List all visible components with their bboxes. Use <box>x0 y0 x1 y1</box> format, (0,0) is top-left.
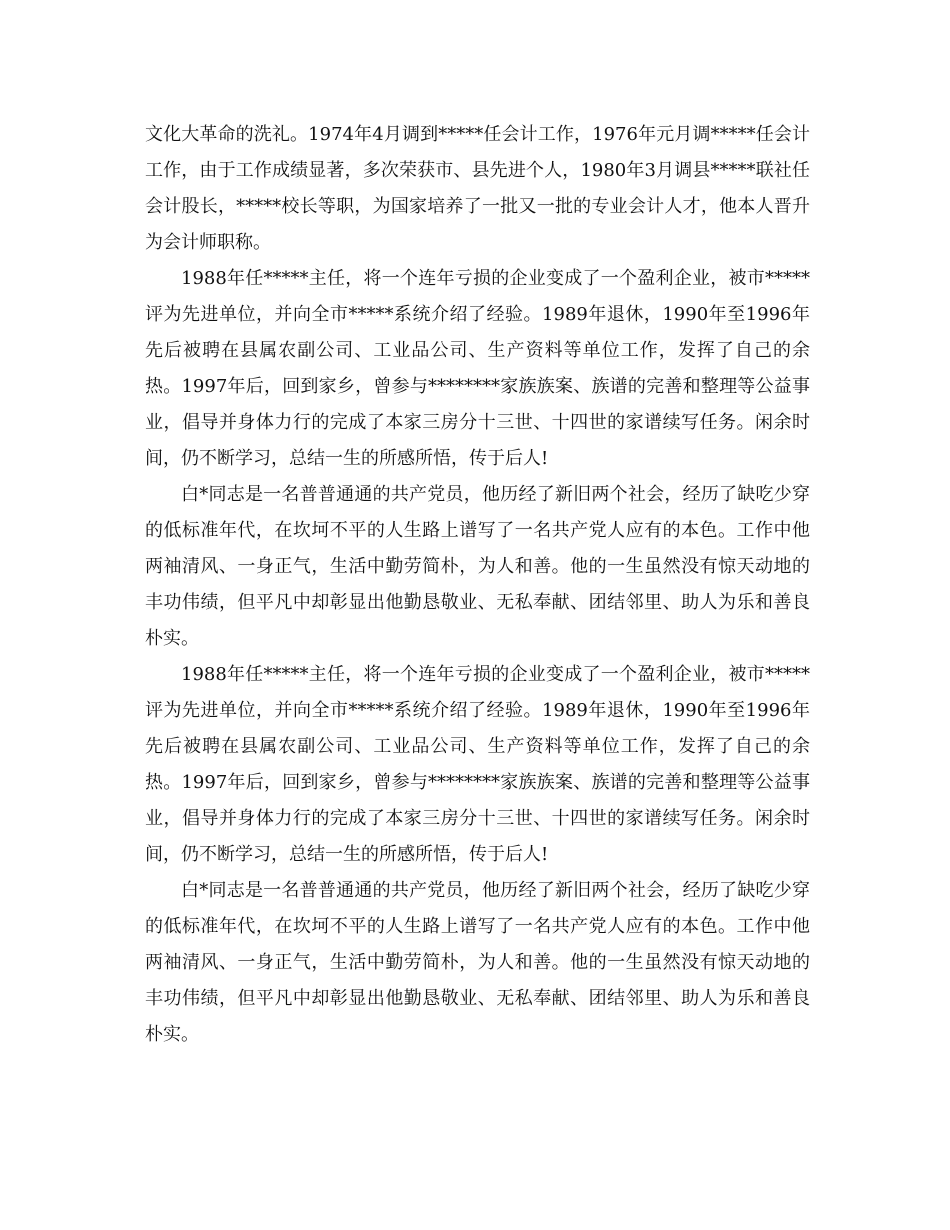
paragraph: 白*同志是一名普普通通的共产党员，他历经了新旧两个社会，经历了缺吃少穿的低标准年代，在坎坷不平的人生路上谱写了一名共产党人应有的本色。工作中他两袖清风、一身正气，生活中勤劳简朴，为人和善。他的一生虽然没有惊天动地的丰功伟绩，但平凡中却彰显出他勤恳敬业、无私奉献、团结邻里、助人为乐和善良朴实。 <box>145 880 810 1045</box>
document-body <box>145 117 810 1053</box>
paragraph: 1988年任*****主任，将一个连年亏损的企业变成了一个盈利企业，被市*****评为先进单位，并向全市*****系统介绍了经验。1989年退休，1990年至1996年先后被聘在县属农副公司、工业品公司、生产资料等单位工作，发挥了自己的余热。1997年后，回到家乡，曾参与********家族族案、族谱的完善和整理等公益事业，倡导并身体力行的完成了本家三房分十三世、十四世的家谱续写任务。闲余时间，仍不断学习，总结一生的所感所悟，传于后人! <box>145 268 810 469</box>
paragraph: 白*同志是一名普普通通的共产党员，他历经了新旧两个社会，经历了缺吃少穿的低标准年代，在坎坷不平的人生路上谱写了一名共产党人应有的本色。工作中他两袖清风、一身正气，生活中勤劳简朴，为人和善。他的一生虽然没有惊天动地的丰功伟绩，但平凡中却彰显出他勤恳敬业、无私奉献、团结邻里、助人为乐和善良朴实。 <box>145 484 810 649</box>
paragraph-continued: 文化大革命的洗礼。1974年4月调到*****任会计工作，1976年元月调*****任会计工作，由于工作成绩显著，多次荣获市、县先进个人，1980年3月调县*****联社任会计股长，*****校长等职，为国家培养了一批又一批的专业会计人才，他本人晋升为会计师职称。 <box>145 124 810 253</box>
paragraph: 1988年任*****主任，将一个连年亏损的企业变成了一个盈利企业，被市*****评为先进单位，并向全市*****系统介绍了经验。1989年退休，1990年至1996年先后被聘在县属农副公司、工业品公司、生产资料等单位工作，发挥了自己的余热。1997年后，回到家乡，曾参与********家族族案、族谱的完善和整理等公益事业，倡导并身体力行的完成了本家三房分十三世、十四世的家谱续写任务。闲余时间，仍不断学习，总结一生的所感所悟，传于后人! <box>145 664 810 865</box>
